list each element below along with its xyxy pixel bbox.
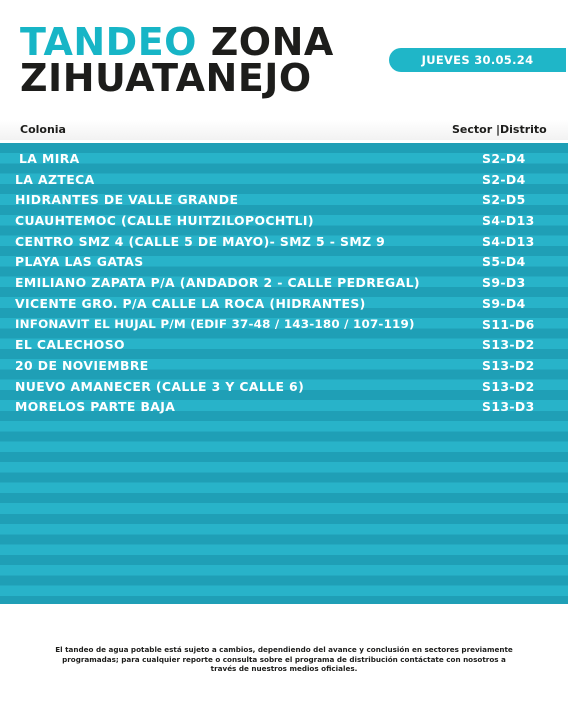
page-title <box>20 20 334 100</box>
colonia-name: LA MIRA <box>19 151 80 166</box>
sector-code: S5-D4 <box>482 254 526 270</box>
sector-code: S2-D4 <box>482 171 526 187</box>
disclaimer-line: programadas; para cualquier reporte o consulta sobre el programa de distribución contáctate con nosotros a <box>62 654 506 664</box>
list-item <box>0 295 568 316</box>
sector-code: S9-D3 <box>482 275 526 291</box>
table-header <box>0 120 568 140</box>
colonia-name: PLAYA LAS GATAS <box>15 254 144 270</box>
sector-code: S13-D2 <box>482 337 535 353</box>
title-rest: ZONA <box>210 20 334 64</box>
sector-code: S13-D2 <box>482 357 535 373</box>
colonia-name: HIDRANTES DE VALLE GRANDE <box>15 192 239 208</box>
schedule-list <box>0 150 568 419</box>
list-item <box>0 212 568 233</box>
sector-code: S13-D3 <box>482 399 535 415</box>
column-header-sector: Sector |Distrito <box>452 123 547 136</box>
sector-code: S13-D2 <box>482 378 535 394</box>
list-item <box>0 233 568 254</box>
colonia-name: 20 DE NOVIEMBRE <box>15 357 149 373</box>
list-item <box>0 274 568 295</box>
disclaimer-line: El tandeo de agua potable está sujeto a cambios, dependiendo del avance y conclusión en sectores previamente <box>55 645 513 654</box>
colonia-name: VICENTE GRO. P/A CALLE LA ROCA (HIDRANTES) <box>15 295 366 311</box>
sector-code: S4-D13 <box>482 233 535 249</box>
title-line-1 <box>20 20 334 64</box>
title-line-2: ZIHUATANEJO <box>20 56 312 100</box>
disclaimer-text <box>40 645 528 674</box>
title-accent: TANDEO <box>20 20 197 64</box>
colonia-name: NUEVO AMANECER (CALLE 3 Y CALLE 6) <box>15 378 305 394</box>
colonia-name: EMILIANO ZAPATA P/A (ANDADOR 2 - CALLE PEDREGAL) <box>15 275 420 291</box>
list-item <box>0 171 568 192</box>
list-item <box>0 336 568 357</box>
list-item <box>0 398 568 419</box>
list-item <box>0 378 568 399</box>
list-item <box>0 191 568 212</box>
sector-code: S4-D13 <box>482 213 535 229</box>
disclaimer-line: través de nuestros medios oficiales. <box>210 664 358 673</box>
list-item <box>0 150 568 171</box>
colonia-name: INFONAVIT EL HUJAL P/M (EDIF 37-48 / 143-180 / 107-119) <box>15 316 415 331</box>
list-item <box>0 253 568 274</box>
colonia-name: LA AZTECA <box>15 171 95 187</box>
sector-code: S11-D6 <box>482 316 535 332</box>
colonia-name: EL CALECHOSO <box>15 337 125 353</box>
sector-code: S9-D4 <box>482 295 526 311</box>
date-badge: JUEVES 30.05.24 <box>389 48 566 72</box>
sector-code: S2-D5 <box>482 192 526 208</box>
list-item <box>0 316 568 337</box>
sector-code: S2-D4 <box>482 151 526 166</box>
colonia-name: CENTRO SMZ 4 (CALLE 5 DE MAYO)- SMZ 5 - SMZ 9 <box>15 233 386 249</box>
colonia-name: CUAUHTEMOC (CALLE HUITZILOPOCHTLI) <box>15 213 314 229</box>
list-item <box>0 357 568 378</box>
column-header-colonia: Colonia <box>20 123 66 136</box>
colonia-name: MORELOS PARTE BAJA <box>15 399 176 415</box>
